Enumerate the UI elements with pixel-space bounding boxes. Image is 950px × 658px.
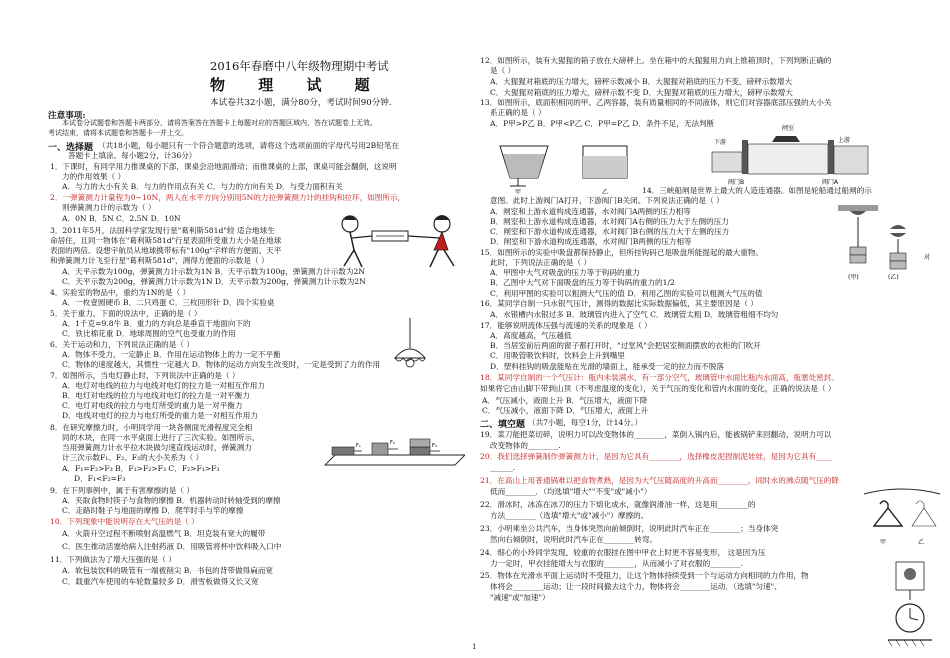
q8-stem: 8．在研究摩擦力时，小明同学用一块各侧面光滑程度完全相 (50, 423, 253, 432)
q15-label-dui: 对 (924, 254, 931, 261)
q10-options: C．医生推动活塞给病人注射药液 D．用吸管将杯中饮料吸入口中 (62, 542, 282, 551)
q8-friction-blocks-figure (320, 425, 465, 470)
q9-options: A．夹取食物时筷子与食物的摩擦 B．机器转动时转轴受到的摩擦 (62, 496, 281, 505)
q6-options: A．物体不受力，一定静止 B．作用在运动物体上的力一定不平衡 (62, 350, 281, 359)
notes-line: 本试卷分试题卷和答题卡两部分，请将答案答在答题卡上每题对应的答题区域内，答在试题卷上无效。 (62, 119, 377, 127)
q8-options: D．F₁<F₂=F₃ (74, 474, 126, 483)
q11-options: C．载重汽车使用的车轮数量较多 D．滑雪板做得又长又宽 (62, 577, 259, 586)
q18-stem: 如果将它由山脚下带到山顶（不考虑温度的变化），关于气压的变化和管内水面的变化，正确的说法是（ ） (480, 384, 836, 393)
q5-options: C．铁比棉花重 D．地球周围的空气也受重力的作用 (62, 329, 236, 338)
q21-stem: 21．在高山上用普通锅难以把食物煮熟，是因为大气压随高度的升高而________，同时水的沸点随气压的降 (480, 476, 839, 485)
q1-stem: 1．下课时，有同学用力推课桌的下部，课桌会沿地面滑动；而推课桌的上部，课桌可能会翻倒，这说明 (50, 162, 397, 171)
q24-stem: 力一定时，甲衣挂能增大与衣服的________，从而减小了对衣服的________. (490, 559, 744, 568)
q8-stem: 同的木块，在同一水平桌面上进行了三次实验。如图所示， (62, 433, 260, 442)
q25-stem: "减速"或"加速"） (490, 593, 550, 602)
q9-options: C．走路时鞋子与地面的摩擦 D．爬竿时手与竿的摩擦 (62, 506, 244, 515)
q3-stem: 3．2011年5月，法国科学家发现行星"葛利斯581d"较 适合地球生 (50, 226, 275, 235)
q12-stem: 12．如图所示，装有大猩猩的箱子放在大磅秤上。坐在箱中的大猩猩用力向上推箱顶时，下列判断正确的 (480, 56, 832, 65)
q7-lamp-figure (385, 318, 435, 372)
q13-label-jia: 甲 (515, 189, 522, 195)
q14-options: B．闸室和上游水道构成连通器，水对阀门A右侧的压力大于左侧的压力 (490, 217, 729, 226)
section1-instruction: 答题卡上填涂。每小题2分，计36分） (68, 151, 197, 160)
notes-heading: 注意事项: (48, 111, 86, 121)
q7-options: D．电线对电灯的拉力与电灯所受的重力是一对相互作用力 (62, 411, 258, 420)
q14-options: D．闸室和下游水道构成连通器，水对阀门B两侧的压力相等 (490, 237, 692, 246)
q18-stem: 18．某同学自制的一个气压计：瓶内未装满水，有一部分空气，玻璃管中水面比瓶内水面高，瓶塞处密封。 (480, 373, 839, 382)
q3-stem: 和弹簧测力计飞至行星"葛利斯581d"，测得方便面的示数是（ ） (50, 256, 269, 265)
q4-options: A．一枚壹圆硬币 B．二只鸡蛋 C．三枚回形针 D．四个实验桌 (62, 298, 275, 307)
q7-options: B．电灯对电线的拉力与电线对电灯的拉力是一对平衡力 (62, 391, 250, 400)
q3-stem: 命居住，且同一物体在"葛利斯581d"行星表面所受重力大小是在地球 (50, 236, 282, 245)
q8-options: A．F₁=F₂>F₃ B．F₁>F₂>F₃ C．F₂>F₁>F₃ (62, 464, 220, 473)
q2-stem: 2．一弹簧测力计量程为0~10N，两人在水平方向分别用5N的力拉弹簧测力计的挂钩和拉环，如图所示， (50, 193, 406, 202)
q3-options: A．天平示数为100g，弹簧测力计示数为1N B．天平示数为100g，弹簧测力计示数为2N (62, 267, 365, 276)
q19-stem: 19．菜刀能把菜切碎，说明力可以改变物体的________，菜倒入锅内后，能被锅铲来回翻动，说明力可以 (480, 430, 832, 439)
q1-stem: 力的作用效果（ ） (62, 172, 126, 181)
q3-options: C．天平示数为200g，弹簧测力计示数为1N D．天平示数为200g，弹簧测力计示数为2N (62, 277, 366, 286)
q9-stem: 9．在下列事例中，属于有害摩擦的是（ ） (50, 486, 194, 495)
q6-stem: 6．关于运动和力，下列说法正确的是（ ） (50, 340, 194, 349)
q13-stem: 系正确的是（ ） (490, 108, 546, 117)
section2-heading: 二、填空题 (480, 420, 526, 430)
q15-label-yi: (乙) (888, 274, 899, 281)
subject-title: 物 理 试 题 (210, 76, 384, 94)
q15-options: A．甲图中大气对吸盘的压力等于钩码的重力 (490, 268, 640, 277)
q24-hangers-figure (862, 488, 942, 550)
notes-line: 考试结束，请将本试题卷和答题卡一并上交。 (48, 129, 188, 137)
q18-options: C．气压减小，液面下降 D．气压增大，液面上升 (482, 406, 649, 415)
q10-stem: 10．下列现象中能说明存在大气压的是（ ） (50, 517, 199, 526)
q15-stem: 15．如图所示的实验中吸盘都保持静止，但所挂钩码已是吸盘所能提起的最大重物。 (480, 248, 764, 257)
q5-stem: 5．关于重力，下面的说法中，正确的是（ ） (50, 309, 202, 318)
q14-label-downstream: 下游 (714, 139, 727, 146)
q24-stem: 24．细心的小玲同学发现，较重的衣服挂在图中甲衣上时更不容易变形， 这是因为压 (480, 548, 766, 557)
section1-instruction: （共18小题，每小题只有一个符合题意的选项，请将这个选项前面的字母代号用2B铅笔在 (98, 141, 400, 150)
q12-options: C．大猩猩对箱底的压力增大，磅秤示数不变 D．大猩猩对箱底的压力增大，磅秤示数增大 (490, 88, 793, 97)
q14-ship-lock-figure (710, 122, 870, 190)
section2-instruction: （共7小题，每空1分，计14分。） (528, 418, 643, 427)
q14-options: A．闸室和上游水道构成连通器，水对阀门A两侧的压力相等 (490, 207, 691, 216)
q15-label-jia: (甲) (848, 274, 859, 281)
q2-stem: 则弹簧测力计的示数为（ ） (62, 203, 156, 212)
q13-stem: 13．如图所示，底面积相同的甲、乙两容器，装有质量相同的不同液体，则它们对容器底部压强的大小关 (480, 98, 832, 107)
svg-text:F₁: F₁ (356, 443, 361, 449)
q3-stem: 表面的两倍。设想宇航员从地球携带标有"100g"字样的方便面、天平 (50, 246, 282, 255)
q4-stem: 4．实验室的物品中，重约为1N的是（ ） (50, 288, 191, 297)
section1-heading: 一、选择题 (48, 143, 94, 153)
q17-option: B．当居室前后两面的窗子都打开时，"过堂风"会把居室侧面摆放的衣柜的门吹开 (490, 341, 761, 350)
q16-stem: 16．某同学自制一只水银气压计，测得的数据比实际数据偏低，其主要原因是（ ） (480, 299, 758, 308)
q11-options: A．软包装饮料的吸管有一端被削尖 B．书包的背带做得扁而宽 (62, 566, 273, 575)
q13-label-yi: 乙 (602, 189, 609, 195)
q22-stem: 22．滑冰时，冰冻在冰刀的压力下熔化成水，就像润滑油一样，这是用________的 (480, 500, 756, 509)
q22-stem: 方法________（选填"增大"或"减小"）摩擦的。 (490, 511, 649, 520)
q16-options: A．水银槽内水银过多 B．玻璃管内进入了空气 C．玻璃管太粗 D．玻璃管粗细不均匀 (490, 310, 779, 319)
q11-stem: 11．下列做法为了增大压强的是（ ） (50, 555, 176, 564)
q8-stem: 当用弹簧测力计水平拉木块做匀速直线运动时，弹簧测力 (62, 443, 252, 452)
q14-stem: 意图。此时上游阀门A打开，下游阀门B关闭。下列说法正确的是（ ） (490, 196, 724, 205)
q14-label-upstream: 上游 (838, 137, 851, 144)
q25-stem: 体将会________运动；让一段时间撤去这个力，物体将会________运动．（选填"匀速"、 (490, 582, 782, 591)
page-number: 1 (472, 643, 477, 651)
q14-label-valve-b: 阀门B (728, 179, 745, 186)
q15-options: C．利用甲图的实验可以粗测大气压的值 D．利用乙图的实验可以粗测大气压的值 (490, 289, 763, 298)
q17-option: A．高度越高，气压越低 (490, 331, 572, 340)
q25-clock-figure (880, 560, 940, 650)
q8-stem: 计三次示数F₁、F₂、F₃的大小关系为（ ） (62, 453, 204, 462)
q20-stem: 20．我们选择弹簧制作弹簧测力计，是因为它具有________，选择橡皮泥捏制泥娃娃，是因为它具有____ (480, 452, 832, 461)
q14-options: C．闸室和下游水道构成连通器，水对阀门B右侧的压力大于左侧的压力 (490, 227, 730, 236)
q17-stem: 17．能够说明流体压强与流速的关系的现象是（ ） (480, 321, 652, 330)
q19-stem: 改变物体的________. (490, 441, 561, 450)
q25-stem: 25．物体在光滑水平面上运动时不受阻力，让这个物体持续受到一个与运动方向相同的力作用，物 (480, 571, 809, 580)
q12-stem: 是（ ） (490, 66, 516, 75)
q14-label-valve-a: 阀门A (822, 179, 839, 186)
q12-options: A．大猩猩对箱底的压力增大，磅秤示数减小 B．大猩猩对箱底的压力不变，磅秤示数增大 (490, 77, 793, 86)
q14-stem: 14．三峡船闸是世界上最大的人造连通器。如图是轮船通过船闸的示 (642, 186, 872, 195)
q7-options: C．电灯对电线的拉力与电灯所受的重力是一对平衡力 (62, 401, 243, 410)
q7-options: A．电灯对电线的拉力与电线对电灯的拉力是一对相互作用力 (62, 381, 265, 390)
q13-options: A．P甲>P乙 B．P甲<P乙 C．P甲=P乙 D．条件不足，无法判断 (490, 119, 715, 128)
q17-option: C．用吸管吸饮料时，饮料会上升到嘴里 (490, 351, 625, 360)
q17-option: D．塑料挂钩的吸盘能贴在光滑的墙面上，能承受一定的拉力而不脱落 (490, 362, 724, 371)
q24-label-jia: 甲 (880, 539, 887, 546)
q20-stem: ______. (490, 463, 516, 472)
exam-title: 2016年春磨中八年级物理期中考试 (210, 59, 389, 73)
q18-options: A．气压减小，液面上升 B．气压增大，液面下降 (482, 396, 648, 405)
q10-options: A．火箭升空过程不断喷射高温燃气 B．坦克装有宽大的履带 (62, 529, 266, 538)
q13-containers-figure (488, 140, 638, 195)
q21-stem: 低而________．（均选填"增大""不变"或"减小"） (490, 487, 652, 496)
q23-stem: 23．小明乘坐公共汽车，当身体突然向前倾倒时，说明此时汽车正在________；当身体突 (480, 524, 779, 533)
q23-stem: 然向右倾倒时，说明此时汽车正在________转弯。 (490, 535, 658, 544)
svg-text:F₂: F₂ (390, 440, 395, 446)
q5-options: A．1千克=9.8牛 B．重力的方向总是垂直于地面向下的 (62, 319, 251, 328)
q15-suction-cup-figure (838, 205, 938, 285)
q15-options: B．乙图中大气对下面吸盘的压力等于钩码的重力的1/2 (490, 278, 675, 287)
q3-tug-of-war-figure (330, 212, 468, 272)
q6-options: C．物体的速度越大，其惯性一定越大 D．物体的运动方向发生改变时，一定是受到了力的作用 (62, 360, 381, 369)
q2-options: A．0N B．5N C．2.5N D．10N (62, 214, 181, 223)
q24-label-yi: 乙 (918, 539, 925, 546)
q7-stem: 7．如图所示，当电灯静止时，下列说法中正确的是（ ） (50, 371, 240, 380)
svg-text:F₃: F₃ (432, 443, 437, 449)
exam-info: 本试卷共32小题，满分80分，考试时间90分钟. (210, 98, 392, 108)
q15-stem: 此时，下列说法正确的是（ ） (490, 258, 592, 267)
q1-options: A．与力的大小有关 B．与力的作用点有关 C．与力的方向有关 D．与受力面积有关 (62, 182, 343, 191)
q14-label-chamber: 闸室 (782, 125, 795, 132)
